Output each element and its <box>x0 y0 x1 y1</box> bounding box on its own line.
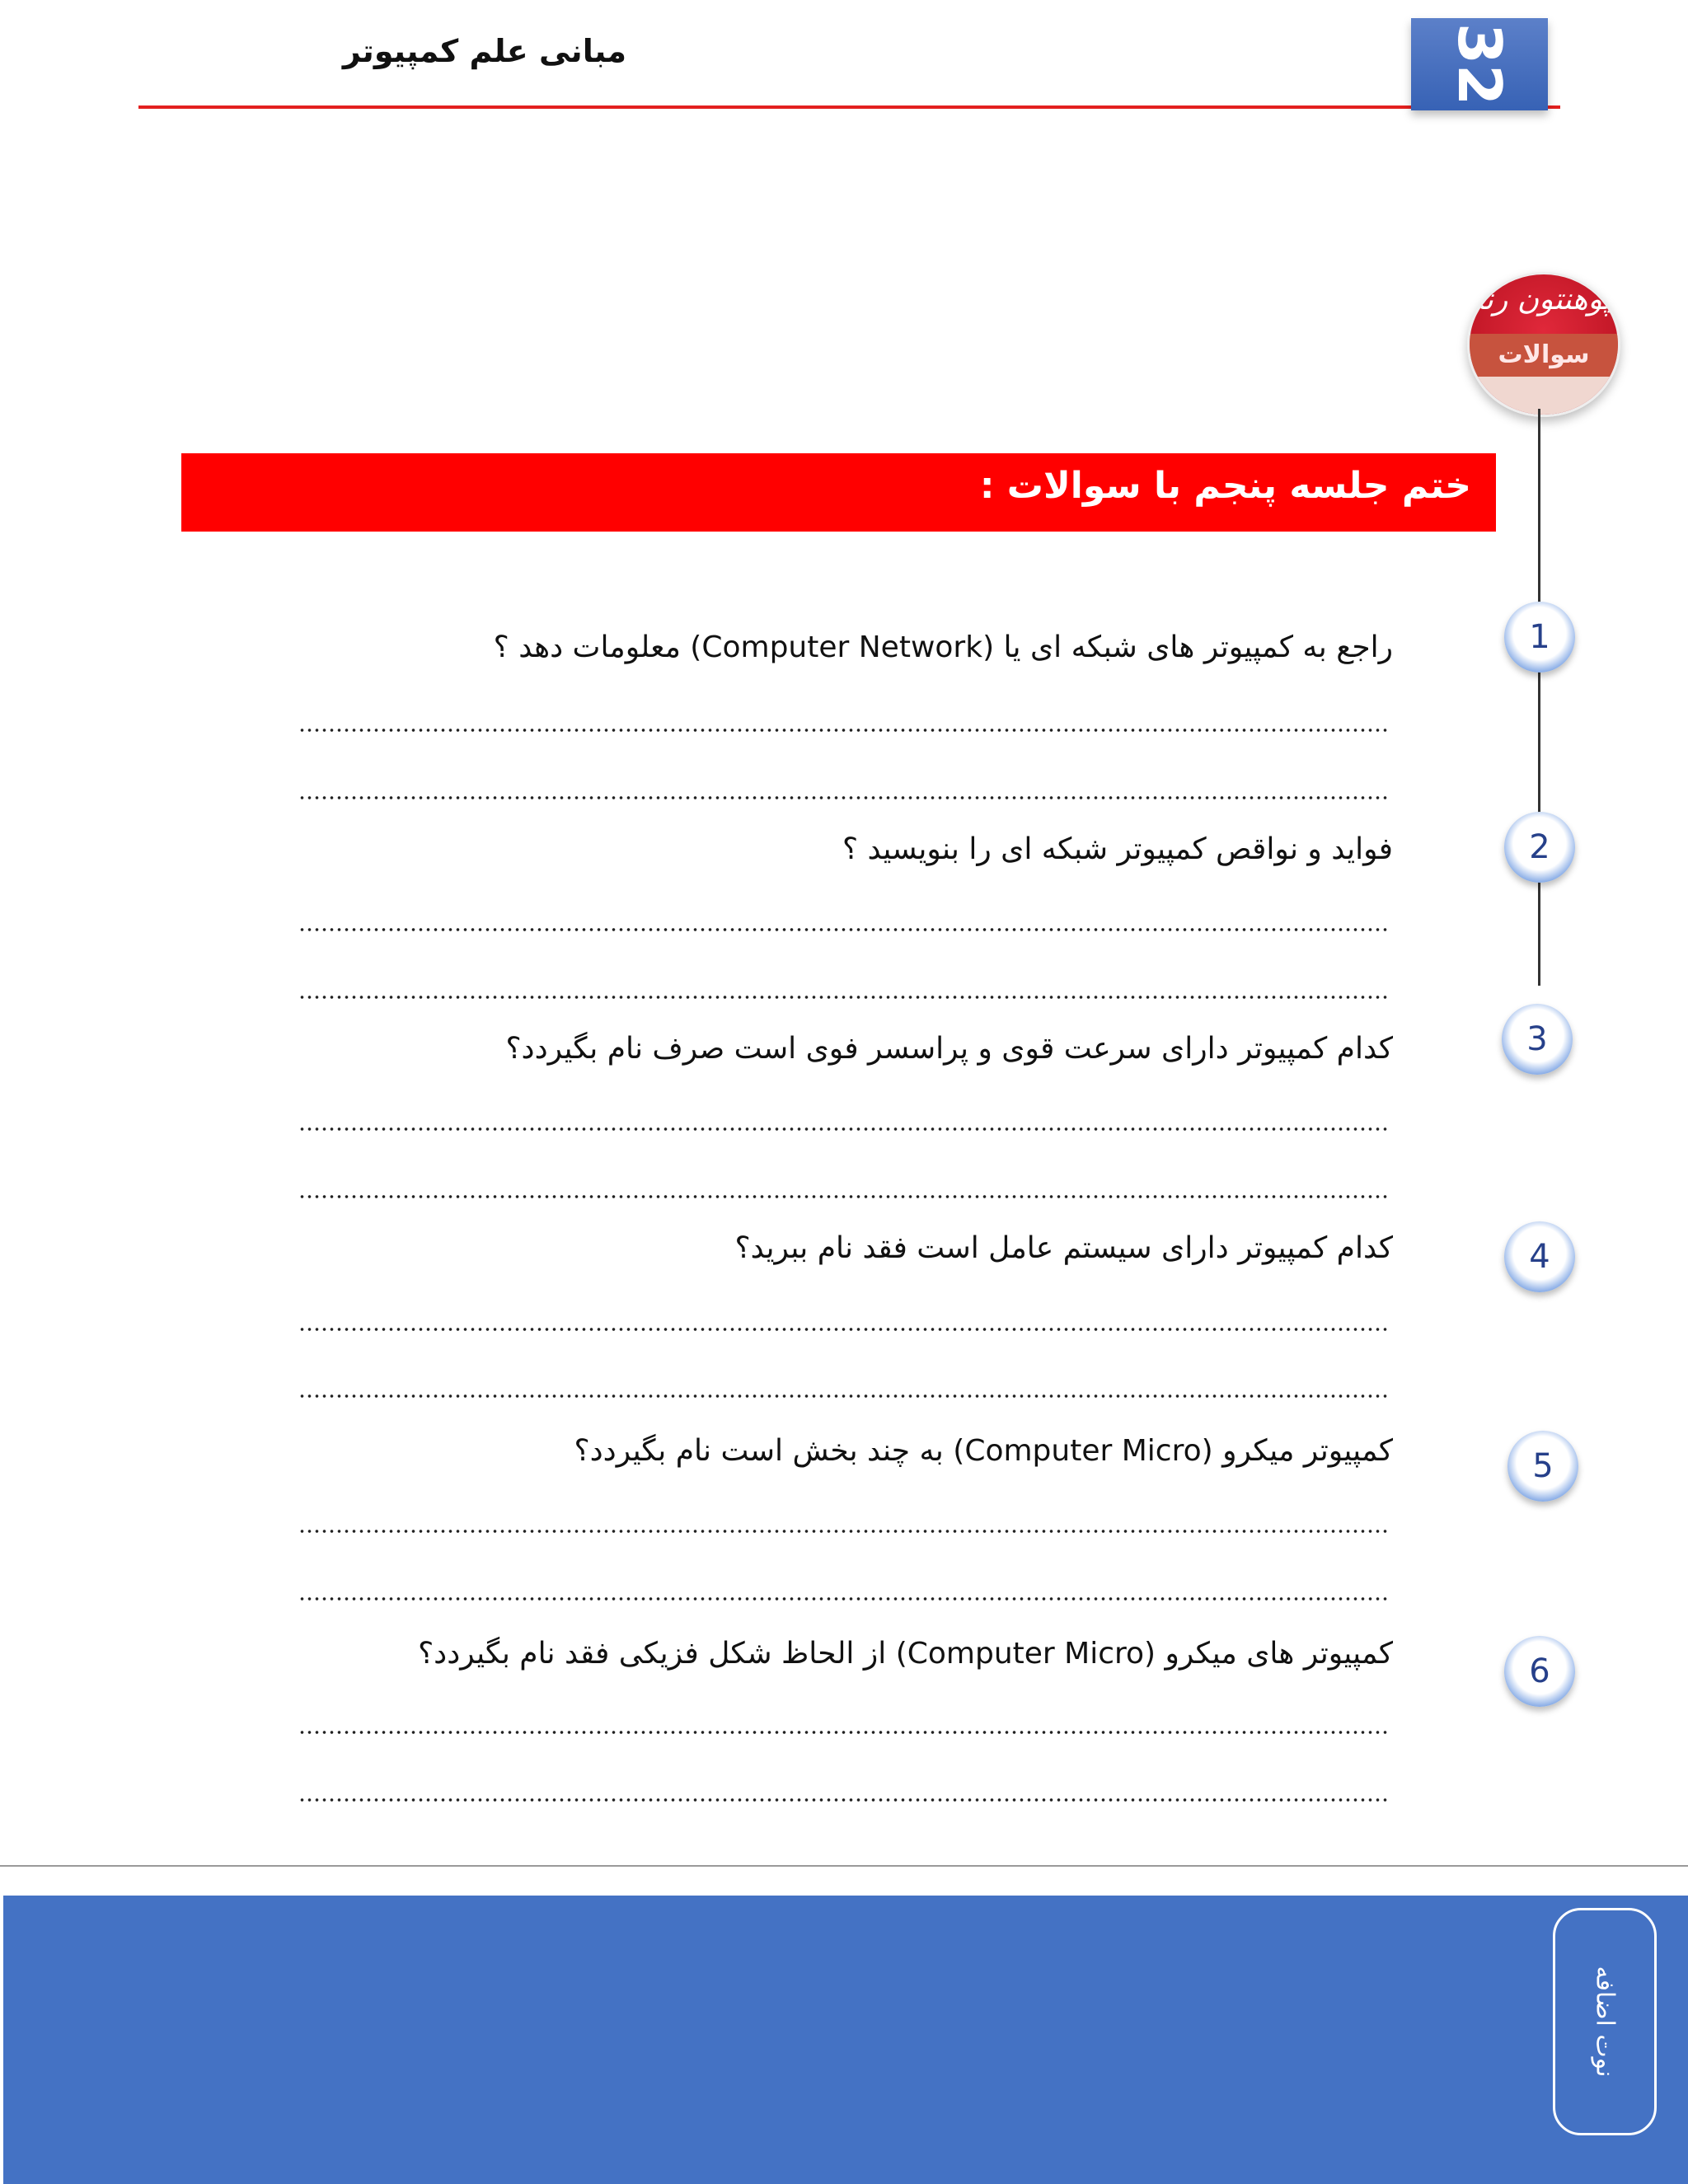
answer-line[interactable] <box>298 996 1390 999</box>
page-number: 32 <box>1445 22 1514 106</box>
section-title: ختم جلسه پنجم با سوالات : <box>979 465 1471 507</box>
university-logo <box>1467 272 1620 417</box>
answer-line[interactable] <box>298 729 1390 732</box>
logo-session-questions: سوالات <box>1470 334 1618 377</box>
answer-line[interactable] <box>298 1328 1390 1331</box>
page-header-title: مبانی علم کمپیوتر <box>342 33 626 69</box>
question-text: کدام کمپیوتر دارای سیستم عامل است فقد نام ببرید؟ <box>734 1231 1393 1265</box>
answer-line[interactable] <box>298 1195 1390 1198</box>
question-number-badge: 2 <box>1504 812 1575 883</box>
question-text: کمپیوتر های میکرو (Computer Micro) از الحاظ شکل فزیکی فقد نام بگیردد؟ <box>418 1637 1393 1671</box>
answer-line[interactable] <box>298 928 1390 931</box>
question-text: کدام کمپیوتر دارای سرعت قوی و پراسسر فوی است صرف نام بگیردد؟ <box>505 1032 1393 1066</box>
answer-line[interactable] <box>298 1798 1390 1802</box>
page-number-tab <box>1411 18 1548 110</box>
answer-line[interactable] <box>298 1597 1390 1601</box>
question-text: راجع به کمپیوتر های شبکه ای یا (Computer Network) معلومات دهد ؟ <box>493 630 1393 664</box>
answer-line[interactable] <box>298 796 1390 799</box>
notes-label: نوت اضافه <box>1590 1966 1620 2078</box>
answer-line[interactable] <box>298 1530 1390 1533</box>
answer-line[interactable] <box>298 1127 1390 1131</box>
question-number-badge: 3 <box>1502 1004 1573 1075</box>
answer-line[interactable] <box>298 1731 1390 1734</box>
answer-line[interactable] <box>298 1394 1390 1398</box>
notes-panel[interactable] <box>3 1896 1688 2184</box>
logo-base <box>1470 377 1618 415</box>
question-number-badge: 4 <box>1504 1221 1575 1292</box>
question-text: فواید و نواقص کمپیوتر شبکه ای را بنویسید ؟ <box>842 832 1393 866</box>
question-number-badge: 5 <box>1507 1431 1578 1502</box>
question-number-badge: 6 <box>1504 1636 1575 1707</box>
footer-divider <box>0 1865 1688 1867</box>
question-text: کمپیوتر میکرو (Computer Micro) به چند بخش است نام بگیردد؟ <box>574 1434 1393 1468</box>
logo-university-name: پوهنتون رنا <box>1475 283 1612 316</box>
question-number-badge: 1 <box>1504 602 1575 673</box>
timeline-connector <box>1538 409 1540 986</box>
header-divider <box>138 105 1560 109</box>
section-banner <box>181 453 1496 532</box>
notes-tab <box>1553 1908 1657 2135</box>
